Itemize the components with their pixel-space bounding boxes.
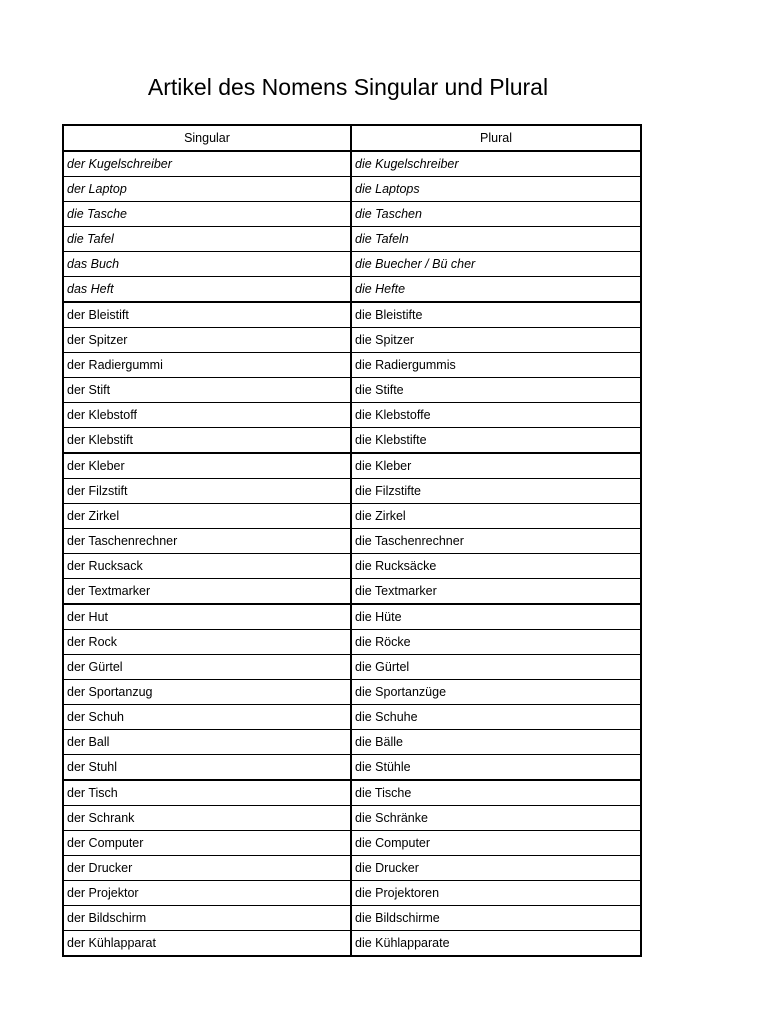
singular-cell: der Bildschirm [63, 906, 351, 931]
table-row [63, 881, 641, 906]
plural-cell: die Hüte [351, 604, 641, 630]
table-body [63, 151, 641, 956]
page-title: Artikel des Nomens Singular und Plural [147, 74, 549, 100]
singular-cell: der Drucker [63, 856, 351, 881]
singular-cell: der Kugelschreiber [63, 151, 351, 177]
plural-cell: die Radiergummis [351, 353, 641, 378]
table-row [63, 705, 641, 730]
singular-cell: der Computer [63, 831, 351, 856]
plural-cell: die Taschenrechner [351, 529, 641, 554]
table-row [63, 378, 641, 403]
plural-cell: die Sportanzüge [351, 680, 641, 705]
vocabulary-table [62, 124, 642, 957]
table-row [63, 302, 641, 328]
singular-cell: der Kühlapparat [63, 931, 351, 957]
table-row [63, 806, 641, 831]
plural-cell: die Klebstifte [351, 428, 641, 454]
table-row [63, 202, 641, 227]
singular-cell: der Radiergummi [63, 353, 351, 378]
plural-cell: die Tische [351, 780, 641, 806]
singular-cell: die Tasche [63, 202, 351, 227]
table-row [63, 453, 641, 479]
singular-cell: der Rock [63, 630, 351, 655]
table-row [63, 554, 641, 579]
singular-cell: der Spitzer [63, 328, 351, 353]
table-row [63, 931, 641, 957]
singular-cell: der Filzstift [63, 479, 351, 504]
plural-cell: die Bälle [351, 730, 641, 755]
plural-cell: die Kleber [351, 453, 641, 479]
plural-cell: die Spitzer [351, 328, 641, 353]
singular-cell: der Rucksack [63, 554, 351, 579]
plural-cell: die Laptops [351, 177, 641, 202]
plural-cell: die Kugelschreiber [351, 151, 641, 177]
singular-cell: der Klebstift [63, 428, 351, 454]
plural-cell: die Projektoren [351, 881, 641, 906]
singular-cell: der Textmarker [63, 579, 351, 605]
table-row [63, 504, 641, 529]
table-row [63, 277, 641, 303]
singular-cell: der Laptop [63, 177, 351, 202]
plural-cell: die Buecher / Bü cher [351, 252, 641, 277]
table-row [63, 755, 641, 781]
table-row [63, 227, 641, 252]
singular-cell: der Zirkel [63, 504, 351, 529]
singular-cell: der Stift [63, 378, 351, 403]
plural-cell: die Taschen [351, 202, 641, 227]
singular-cell: der Gürtel [63, 655, 351, 680]
singular-cell: der Stuhl [63, 755, 351, 781]
singular-cell: der Bleistift [63, 302, 351, 328]
table-row [63, 730, 641, 755]
plural-cell: die Klebstoffe [351, 403, 641, 428]
plural-cell: die Stühle [351, 755, 641, 781]
plural-cell: die Rucksäcke [351, 554, 641, 579]
singular-cell: der Taschenrechner [63, 529, 351, 554]
plural-cell: die Filzstifte [351, 479, 641, 504]
singular-cell: der Klebstoff [63, 403, 351, 428]
singular-cell: der Hut [63, 604, 351, 630]
plural-cell: die Kühlapparate [351, 931, 641, 957]
plural-cell: die Stifte [351, 378, 641, 403]
plural-cell: die Schränke [351, 806, 641, 831]
singular-cell: der Kleber [63, 453, 351, 479]
column-header-plural: Plural [351, 125, 641, 151]
table-row [63, 252, 641, 277]
singular-cell: das Buch [63, 252, 351, 277]
plural-cell: die Schuhe [351, 705, 641, 730]
plural-cell: die Bildschirme [351, 906, 641, 931]
table-row [63, 604, 641, 630]
plural-cell: die Tafeln [351, 227, 641, 252]
table-row [63, 831, 641, 856]
plural-cell: die Computer [351, 831, 641, 856]
plural-cell: die Gürtel [351, 655, 641, 680]
table-row [63, 856, 641, 881]
table-row [63, 328, 641, 353]
table-row [63, 630, 641, 655]
table-row [63, 353, 641, 378]
table-row [63, 151, 641, 177]
table-row [63, 403, 641, 428]
table-row [63, 479, 641, 504]
plural-cell: die Hefte [351, 277, 641, 303]
plural-cell: die Textmarker [351, 579, 641, 605]
table-row [63, 177, 641, 202]
singular-cell: der Ball [63, 730, 351, 755]
singular-cell: der Sportanzug [63, 680, 351, 705]
table-row [63, 906, 641, 931]
singular-cell: die Tafel [63, 227, 351, 252]
singular-cell: der Tisch [63, 780, 351, 806]
table-row [63, 428, 641, 454]
table-row [63, 680, 641, 705]
singular-cell: der Schuh [63, 705, 351, 730]
plural-cell: die Bleistifte [351, 302, 641, 328]
singular-cell: das Heft [63, 277, 351, 303]
table-header-row [63, 125, 641, 151]
singular-cell: der Projektor [63, 881, 351, 906]
plural-cell: die Zirkel [351, 504, 641, 529]
table-row [63, 655, 641, 680]
plural-cell: die Röcke [351, 630, 641, 655]
table-row [63, 579, 641, 605]
plural-cell: die Drucker [351, 856, 641, 881]
singular-cell: der Schrank [63, 806, 351, 831]
column-header-singular: Singular [63, 125, 351, 151]
table-row [63, 529, 641, 554]
table-row [63, 780, 641, 806]
